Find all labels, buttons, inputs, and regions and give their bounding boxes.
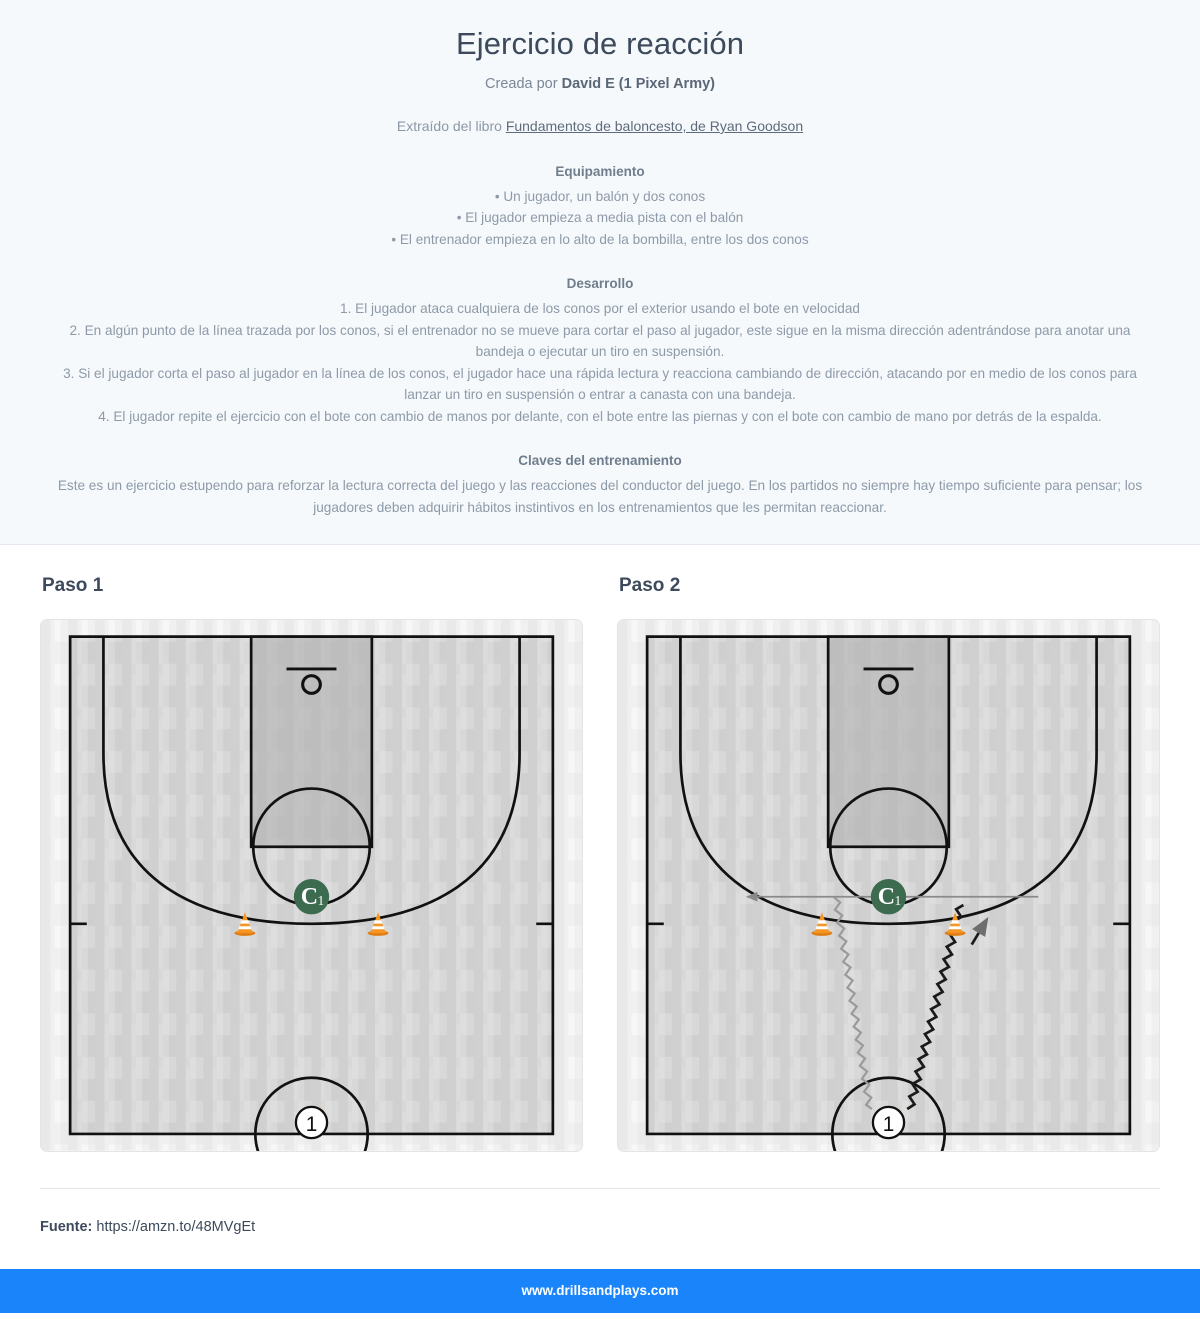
- court-diagram-2[interactable]: [617, 619, 1160, 1152]
- source-book-link[interactable]: Fundamentos de baloncesto, de Ryan Goodson: [505, 118, 804, 134]
- coach-marker-letter: C: [877, 884, 896, 911]
- player-marker: [873, 1107, 904, 1138]
- player-marker-number: 1: [882, 1112, 895, 1136]
- keys-text: Este es un ejercicio estupendo para reforzar la lectura correcta del juego y las reacciones del conductor del juego. En los partidos no siempre hay tiempo suficiente para pensar; los jugadores deben adquirir hábitos instintivos en los entrenamientos que les permitan reaccionar.: [57, 478, 1143, 515]
- coach-marker-sub: 1: [317, 893, 325, 909]
- development-section: [24, 276, 1176, 427]
- development-item: 1. El jugador ataca cualquiera de los conos por el exterior usando el bote en velocidad: [340, 301, 860, 317]
- steps-row: [0, 545, 1200, 1152]
- coach-marker: [871, 879, 906, 914]
- keys-heading: Claves del entrenamiento: [518, 453, 682, 469]
- step-1: [40, 575, 583, 1152]
- drill-header: [0, 0, 1200, 545]
- fuente-label: Fuente:: [40, 1218, 93, 1235]
- court-diagram-1[interactable]: [40, 619, 583, 1152]
- player-marker-number: 1: [305, 1112, 318, 1136]
- source-footer: [0, 1189, 1200, 1269]
- step-2: [617, 575, 1160, 1152]
- byline-prefix: Creada por: [485, 76, 562, 92]
- development-item: 4. El jugador repite el ejercicio con el bote con cambio de manos por delante, con el bote entre las piernas y con el bote con cambio de mano por detrás de la espalda.: [98, 408, 1102, 424]
- fuente-url[interactable]: https://amzn.to/48MVgEt: [96, 1218, 256, 1235]
- development-heading: Desarrollo: [566, 276, 634, 292]
- development-item: 3. Si el jugador corta el paso al jugador en la línea de los conos, el jugador hace una rápida lectura y reacciona cambiando de dirección, atacando por en medio de los conos para lanzar un tiro en suspensión o entrar a canasta con una bandeja.: [63, 365, 1137, 403]
- byline: [24, 76, 1176, 92]
- equipment-section: [24, 164, 1176, 250]
- site-url: www.drillsandplays.com: [521, 1282, 679, 1298]
- source-book-line: [24, 118, 1176, 134]
- coach-marker-sub: 1: [894, 893, 902, 909]
- equipment-item: • El jugador empieza a media pista con el balón: [456, 210, 744, 226]
- step-1-label: Paso 1: [42, 575, 104, 597]
- byline-author: David E (1 Pixel Army): [561, 76, 715, 92]
- development-item: 2. En algún punto de la línea trazada por los conos, si el entrenador no se mueve para cortar el paso al jugador, este sigue en la misma dirección adentrándose para anotar una bandeja o ejecutar un tiro en suspensión.: [69, 322, 1131, 360]
- source-prefix: Extraído del libro: [396, 118, 506, 134]
- equipment-item: • El entrenador empieza en lo alto de la bombilla, entre los dos conos: [391, 231, 809, 247]
- player-marker: [296, 1107, 327, 1138]
- step-2-label: Paso 2: [619, 575, 681, 597]
- equipment-item: • Un jugador, un balón y dos conos: [494, 189, 706, 204]
- coach-marker-letter: C: [300, 884, 319, 911]
- coach-marker: [294, 879, 329, 914]
- site-bar[interactable]: [0, 1269, 1200, 1313]
- page-title: Ejercicio de reacción: [455, 26, 745, 61]
- keys-section: [24, 453, 1176, 518]
- equipment-heading: Equipamiento: [555, 164, 645, 179]
